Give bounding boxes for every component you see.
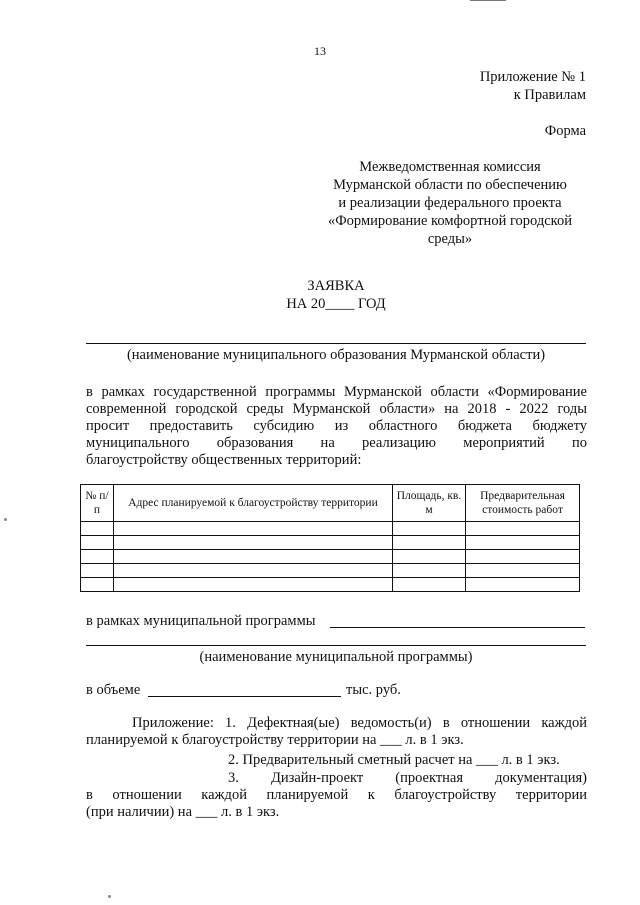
- attachment-2: 2. Предварительный сметный расчет на ___ л. в 1 экз.: [228, 752, 560, 768]
- table-cell[interactable]: [114, 578, 393, 592]
- attachment-3-line-1: 3. Дизайн-проект (проектная документация): [228, 770, 587, 786]
- table-cell[interactable]: [114, 536, 393, 550]
- table-cell[interactable]: [393, 536, 466, 550]
- table-cell[interactable]: [393, 550, 466, 564]
- top-edge-rule: [470, 0, 506, 1]
- table-cell[interactable]: [114, 522, 393, 536]
- addressee-line: Межведомственная комиссия: [359, 159, 541, 175]
- header-number: № п/п: [81, 485, 114, 522]
- scan-speck: [108, 895, 111, 898]
- territory-table: [80, 484, 580, 592]
- attachment-3-line-3: (при наличии) на ___ л. в 1 экз.: [86, 804, 280, 820]
- addressee-line: «Формирование комфортной городской: [327, 213, 573, 229]
- table-cell[interactable]: [466, 564, 580, 578]
- attachment-3-line-2: в отношении каждой планируемой к благоустройству территории: [86, 787, 587, 803]
- table-cell[interactable]: [114, 564, 393, 578]
- municipality-caption: (наименование муниципального образования Мурманской области): [126, 347, 546, 363]
- addressee-line: среды»: [427, 231, 473, 247]
- program-name-field[interactable]: [330, 627, 585, 628]
- title-line-1: ЗАЯВКА: [307, 278, 365, 294]
- table-cell[interactable]: [466, 550, 580, 564]
- attachment-1-line-1: Приложение: 1. Дефектная(ые) ведомость(и) в отношении каждой: [132, 715, 587, 731]
- form-label: Форма: [544, 123, 586, 139]
- volume-prefix: в объеме: [86, 682, 141, 698]
- table-cell[interactable]: [393, 564, 466, 578]
- table-cell[interactable]: [81, 536, 114, 550]
- table-cell[interactable]: [81, 550, 114, 564]
- volume-amount-field[interactable]: [148, 696, 341, 697]
- page-number: 13: [314, 44, 326, 58]
- document-title: [0, 277, 640, 313]
- title-line-2: НА 20____ ГОД: [286, 296, 386, 312]
- program-name-line-2[interactable]: [86, 645, 586, 646]
- rules-label: к Правилам: [513, 87, 586, 103]
- table-cell[interactable]: [81, 578, 114, 592]
- municipality-name-line[interactable]: [86, 343, 586, 344]
- intro-line: в рамках государственной программы Мурманской области «Формирование: [86, 384, 587, 400]
- table-cell[interactable]: [81, 522, 114, 536]
- header-cost: Предварительная стоимость работ: [466, 485, 580, 522]
- table-cell[interactable]: [393, 522, 466, 536]
- scan-speck: [4, 518, 7, 521]
- table-cell[interactable]: [466, 578, 580, 592]
- table-row: [81, 578, 580, 592]
- table-row: [81, 522, 580, 536]
- table-cell[interactable]: [466, 522, 580, 536]
- appendix-label: Приложение № 1: [479, 69, 586, 85]
- intro-line: муниципального образования на реализацию мероприятий по: [86, 435, 587, 451]
- attachment-1-line-2: планируемой к благоустройству территории на ___ л. в 1 экз.: [86, 732, 464, 748]
- table-cell[interactable]: [81, 564, 114, 578]
- intro-line: современной городской среды Мурманской области» на 2018 - 2022 годы: [86, 401, 587, 417]
- intro-line-last: благоустройству общественных территорий:: [86, 452, 362, 468]
- table-row: [81, 550, 580, 564]
- table-cell[interactable]: [393, 578, 466, 592]
- addressee-line: Мурманской области по обеспечению: [333, 177, 567, 193]
- table-cell[interactable]: [466, 536, 580, 550]
- addressee-line: и реализации федерального проекта: [338, 195, 562, 211]
- program-label: в рамках муниципальной программы: [86, 613, 316, 629]
- table-row: [81, 536, 580, 550]
- table-cell[interactable]: [114, 550, 393, 564]
- table-row: [81, 564, 580, 578]
- volume-suffix: тыс. руб.: [346, 682, 401, 698]
- header-area: Площадь, кв. м: [393, 485, 466, 522]
- program-caption: (наименование муниципальной программы): [199, 649, 473, 665]
- intro-line: просит предоставить субсидию из областного бюджета бюджету: [86, 418, 587, 434]
- header-address: Адрес планируемой к благоустройству территории: [114, 485, 393, 522]
- addressee-block: [300, 158, 600, 248]
- table-header-row: [81, 485, 580, 522]
